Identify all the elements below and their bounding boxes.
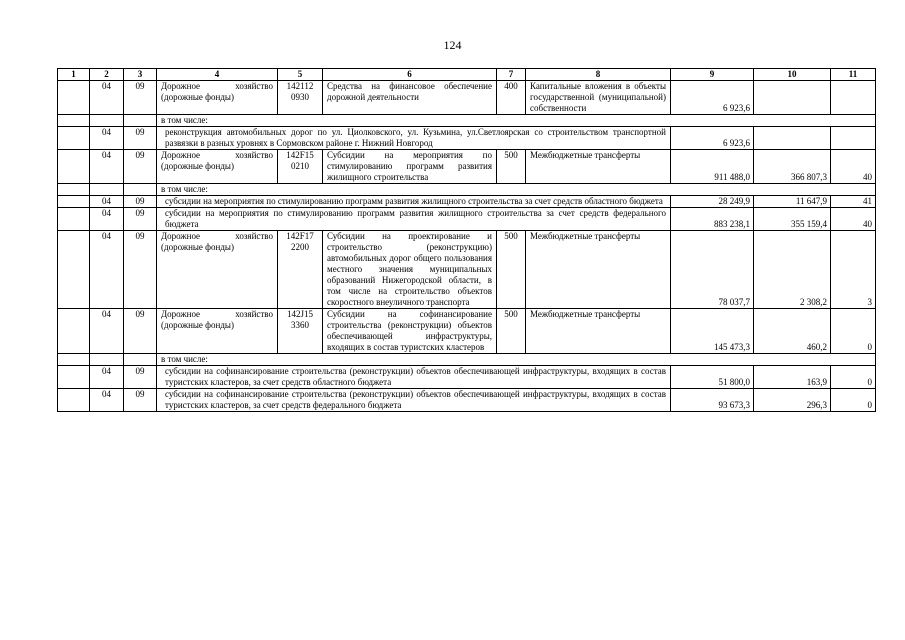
cell-detail-text: субсидии на софинансирование строительства (реконструкции) объектов обеспечивающей инфраструктуры, входящих в состав туристских кластеров, за счет средств областного бюджета [157,366,671,389]
cell-value-10: 2 308,2 [754,231,831,309]
in-that-number-label: в том числе: [157,115,876,127]
cell-value-9: 911 488,0 [671,150,754,184]
cell-col1 [58,127,90,150]
cell-col1 [58,309,90,354]
cell-subsection: 09 [124,231,157,309]
in-that-number-row [58,115,876,127]
cell-col1 [58,81,90,115]
cell-name: Дорожное хозяйство (дорожные фонды) [157,81,278,115]
cell-name: Дорожное хозяйство (дорожные фонды) [157,309,278,354]
table-row [58,196,876,208]
cell-expense-code: 500 [497,231,526,309]
table-row [58,150,876,184]
cell-name: Дорожное хозяйство (дорожные фонды) [157,231,278,309]
cell-expense-type: Капитальные вложения в объекты государственной (муниципальной) собственности [526,81,671,115]
cell-expense-code: 500 [497,150,526,184]
cell-value-9: 145 473,3 [671,309,754,354]
col-header-1: 1 [58,69,90,81]
cell-name: Дорожное хозяйство (дорожные фонды) [157,150,278,184]
cell-section: 04 [90,309,124,354]
table-row [58,231,876,309]
cell-expense-code: 400 [497,81,526,115]
cell-section: 04 [90,389,124,412]
cell-detail-text: субсидии на софинансирование строительства (реконструкции) объектов обеспечивающей инфраструктуры, входящих в состав туристских кластеров, за счет средств федерального бюджета [157,389,671,412]
cell-value-10 [754,81,831,115]
cell-description: Средства на финансовое обеспечение дорожной деятельности [323,81,497,115]
cell-section: 04 [90,231,124,309]
cell-expense-code: 500 [497,309,526,354]
table-row [58,208,876,231]
cell-subsection: 09 [124,81,157,115]
page-number: 124 [443,38,462,52]
cell-detail-text: субсидии на мероприятия по стимулированию программ развития жилищного строительства за счет средств областного бюджета [157,196,671,208]
cell-detail-text: субсидии на мероприятия по стимулированию программ развития жилищного строительства за счет средств федерального бюджета [157,208,671,231]
col-header-7: 7 [497,69,526,81]
cell-value-11 [831,127,876,150]
cell-description: Субсидии на мероприятия по стимулированию программ развития жилищного строительства [323,150,497,184]
col-header-2: 2 [90,69,124,81]
table-row [58,389,876,412]
cell-section: 04 [90,150,124,184]
cell-value-9: 78 037,7 [671,231,754,309]
col-header-3: 3 [124,69,157,81]
cell-value-9: 883 238,1 [671,208,754,231]
budget-table [57,68,876,412]
col-header-9: 9 [671,69,754,81]
cell-value-9: 28 249,9 [671,196,754,208]
cell-subsection: 09 [124,196,157,208]
cell-col1 [58,231,90,309]
cell-subsection: 09 [124,208,157,231]
cell-value-11: 40 [831,208,876,231]
in-that-number-label: в том числе: [157,184,876,196]
cell-col1 [58,150,90,184]
col-header-4: 4 [157,69,278,81]
col-header-5: 5 [278,69,323,81]
cell-value-11: 0 [831,389,876,412]
in-that-number-row [58,184,876,196]
cell-section: 04 [90,196,124,208]
cell-value-9: 93 673,3 [671,389,754,412]
cell-section: 04 [90,81,124,115]
cell-expense-type: Межбюджетные трансферты [526,231,671,309]
cell-col1 [58,208,90,231]
table-row [58,127,876,150]
cell-description: Субсидии на софинансирование строительства (реконструкции) объектов обеспечивающей инфраструктуры, входящих в состав туристских кластеров [323,309,497,354]
cell-value-10: 11 647,9 [754,196,831,208]
cell-value-11: 40 [831,150,876,184]
cell-value-10 [754,127,831,150]
in-that-number-label: в том числе: [157,354,876,366]
cell-description: Субсидии на проектирование и строительство (реконструкцию) автомобильных дорог общего пользования местного значения муниципальных образований Нижегородской области, в том числе на строительство объектов скоростного внеуличного транспорта [323,231,497,309]
cell-col1 [58,196,90,208]
col-header-6: 6 [323,69,497,81]
in-that-number-row [58,354,876,366]
table-row [58,309,876,354]
cell-target-code: 142F17 2200 [278,231,323,309]
col-header-10: 10 [754,69,831,81]
cell-section: 04 [90,366,124,389]
col-header-8: 8 [526,69,671,81]
cell-subsection: 09 [124,127,157,150]
cell-value-9: 6 923,6 [671,127,754,150]
cell-value-10: 355 159,4 [754,208,831,231]
cell-subsection: 09 [124,389,157,412]
cell-subsection: 09 [124,309,157,354]
cell-value-10: 460,2 [754,309,831,354]
col-header-11: 11 [831,69,876,81]
cell-section: 04 [90,127,124,150]
cell-target-code: 142J15 3360 [278,309,323,354]
cell-target-code: 142112 0930 [278,81,323,115]
cell-subsection: 09 [124,150,157,184]
table-row [58,81,876,115]
cell-value-9: 6 923,6 [671,81,754,115]
table-row [58,366,876,389]
cell-col1 [58,366,90,389]
cell-target-code: 142F15 0210 [278,150,323,184]
column-number-row [58,69,876,81]
cell-value-9: 51 800,0 [671,366,754,389]
cell-section: 04 [90,208,124,231]
cell-value-10: 163,9 [754,366,831,389]
cell-value-11: 3 [831,231,876,309]
cell-col1 [58,389,90,412]
cell-expense-type: Межбюджетные трансферты [526,309,671,354]
cell-value-11: 41 [831,196,876,208]
cell-value-11: 0 [831,309,876,354]
cell-value-10: 296,3 [754,389,831,412]
cell-subsection: 09 [124,366,157,389]
cell-detail-text: реконструкция автомобильных дорог по ул. Циолковского, ул. Кузьмина, ул.Светлоярская со строительством транспортной развязки в разных уровнях в Сормовском районе г. Нижний Новгород [157,127,671,150]
cell-expense-type: Межбюджетные трансферты [526,150,671,184]
cell-value-11 [831,81,876,115]
cell-value-10: 366 807,3 [754,150,831,184]
cell-value-11: 0 [831,366,876,389]
